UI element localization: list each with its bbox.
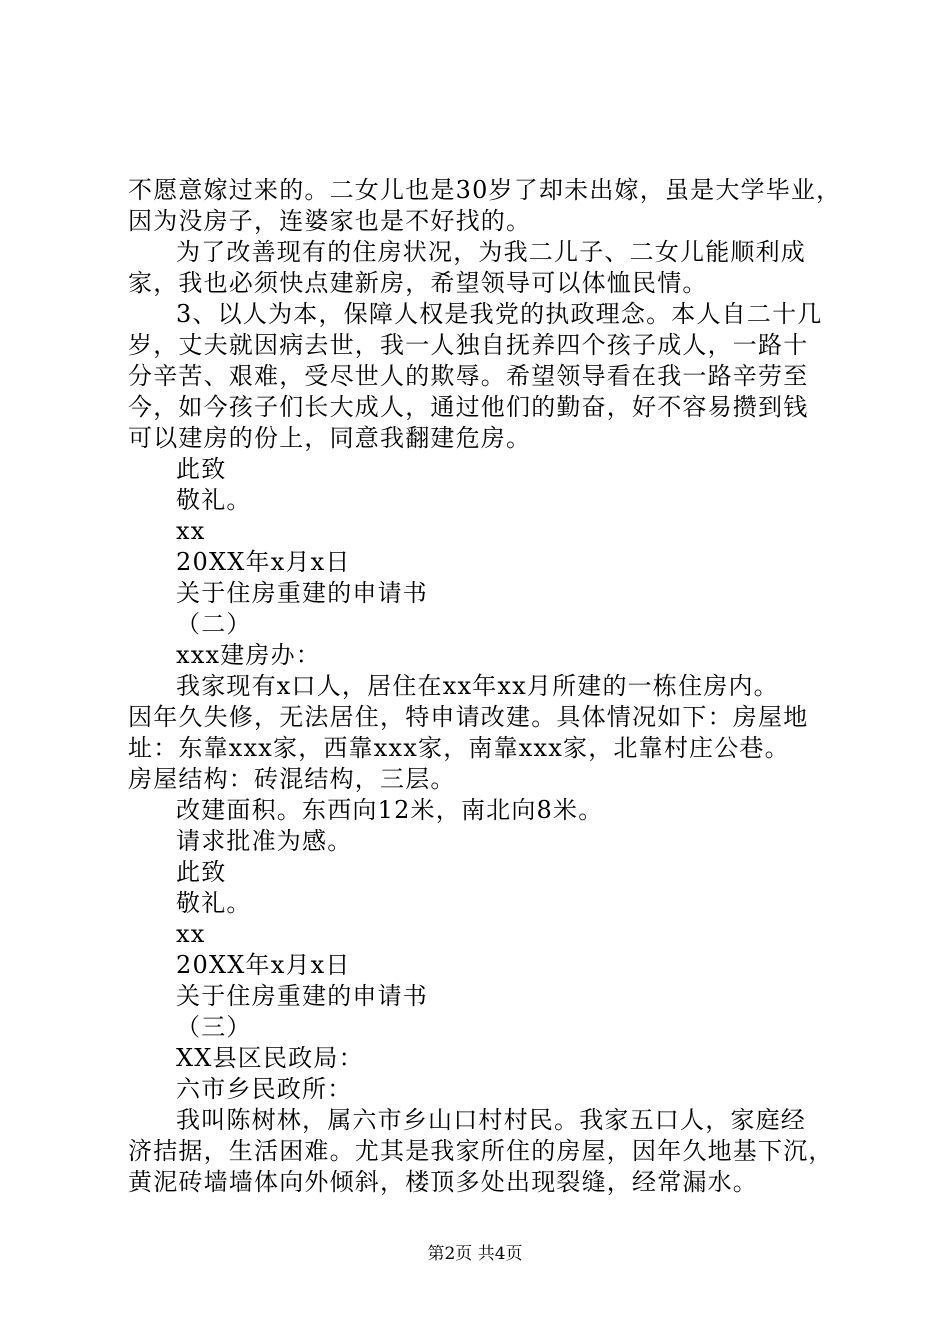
- text-line: 我叫陈树林，属六市乡山口村村民。我家五口人，家庭经: [176, 1106, 806, 1134]
- text-line: 六市乡民政所：: [176, 1075, 353, 1103]
- text-line: 改建面积。东西向12米，南北向8米。: [176, 796, 604, 824]
- document-body: [128, 175, 842, 1198]
- text-line: 3、以人为本，保障人权是我党的执政理念。本人自二十几: [176, 300, 823, 328]
- text-line: 请求批准为感。: [176, 827, 353, 855]
- text-line: 关于住房重建的申请书: [176, 579, 428, 607]
- text-line: 因年久失修，无法居住，特申请改建。具体情况如下：房屋地: [128, 703, 809, 731]
- text-line: 20XX年x月x日: [176, 951, 351, 979]
- text-line: xx: [176, 517, 206, 545]
- text-line: 分辛苦、艰难，受尽世人的欺辱。希望领导看在我一路辛劳至: [128, 362, 809, 390]
- text-line: XX县区民政局：: [176, 1044, 364, 1072]
- text-line: 黄泥砖墙墙体向外倾斜，楼顶多处出现裂缝，经常漏水。: [128, 1168, 758, 1196]
- text-line: 20XX年x月x日: [176, 548, 351, 576]
- text-line: 不愿意嫁过来的。二女儿也是30岁了却未出嫁，虽是大学毕业，: [128, 176, 842, 204]
- text-line: 济拮据，生活困难。尤其是我家所住的房屋，因年久地基下沉，: [128, 1137, 834, 1165]
- text-line: 敬礼。: [176, 486, 252, 514]
- text-line: 此致: [176, 858, 227, 886]
- page-footer: 第2页 共4页: [427, 1244, 523, 1264]
- text-line: 今，如今孩子们长大成人，通过他们的勤奋，好不容易攒到钱: [128, 393, 809, 421]
- text-line: 此致: [176, 455, 227, 483]
- text-line: xx: [176, 920, 206, 948]
- text-line: 家，我也必须快点建新房，希望领导可以体恤民情。: [128, 269, 708, 297]
- text-line: 敬礼。: [176, 889, 252, 917]
- text-line: 房屋结构：砖混结构，三层。: [128, 765, 456, 793]
- text-line: 我家现有x口人，居住在xx年xx月所建的一栋住房内。: [176, 672, 779, 700]
- text-line: 因为没房子，连婆家也是不好找的。: [128, 207, 532, 235]
- text-line: 岁，丈夫就因病去世，我一人独自抚养四个孩子成人，一路十: [128, 331, 809, 359]
- text-line: 址：东靠xxx家，西靠xxx家，南靠xxx家，北靠村庄公巷。: [128, 734, 790, 762]
- text-line: （二）: [176, 610, 252, 638]
- text-line: （三）: [176, 1013, 252, 1041]
- text-line: xxx建房办：: [176, 641, 322, 669]
- text-line: 为了改善现有的住房状况，为我二儿子、二女儿能顺利成: [176, 238, 806, 266]
- text-line: 关于住房重建的申请书: [176, 982, 428, 1010]
- text-line: 可以建房的份上，同意我翻建危房。: [128, 424, 532, 452]
